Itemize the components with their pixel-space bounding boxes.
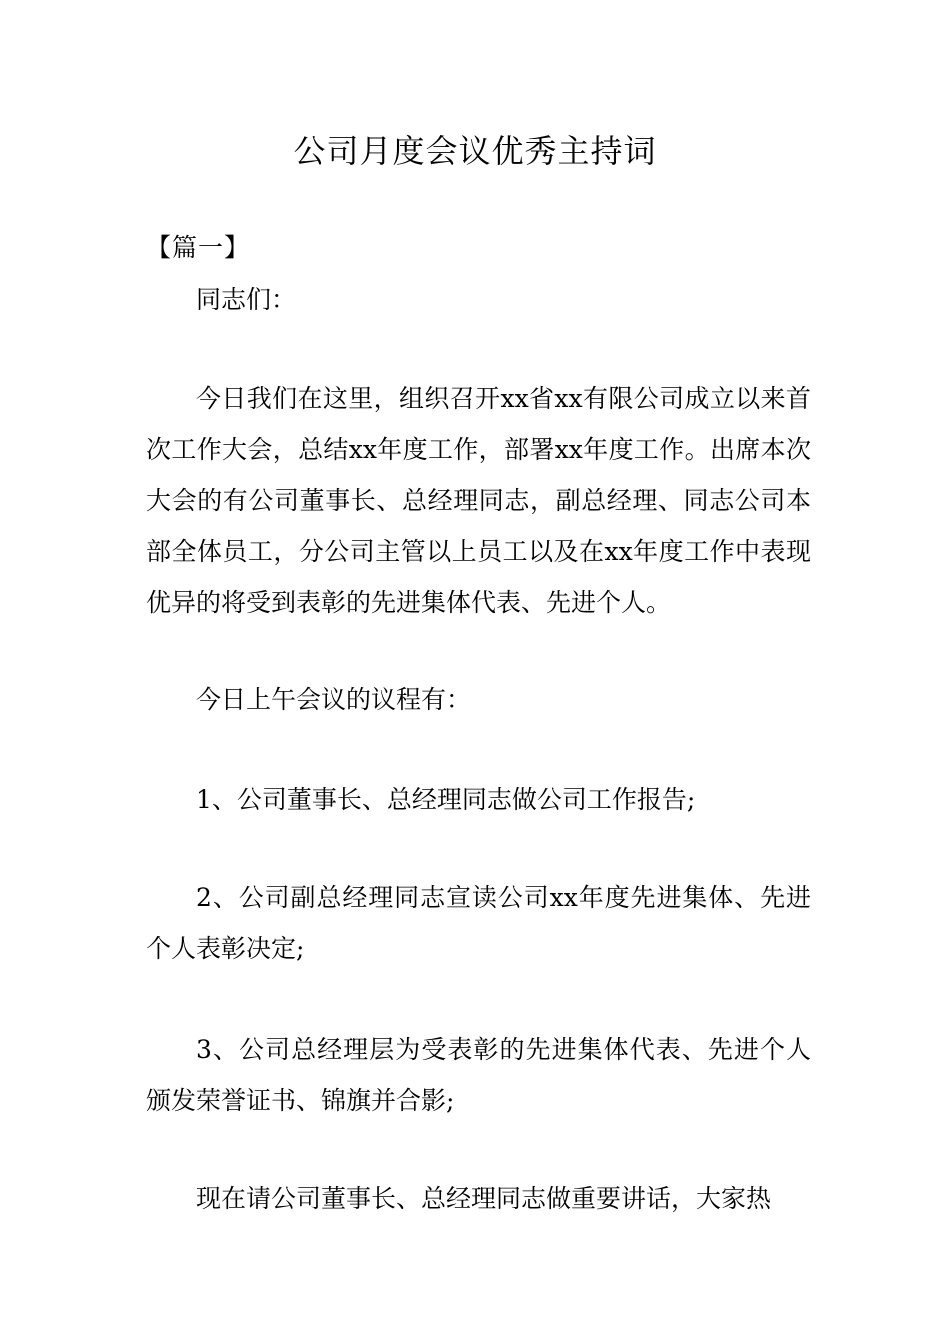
agenda-item-1: 1、公司董事长、总经理同志做公司工作报告; <box>196 785 696 814</box>
agenda-item-3: 3、公司总经理层为受表彰的先进集体代表、先进个人颁发荣誉证书、锦旗并合影; <box>146 1035 811 1115</box>
document-title: 公司月度会议优秀主持词 <box>293 132 657 170</box>
paragraph-1: 今日我们在这里，组织召开xx省xx有限公司成立以来首次工作大会，总结xx年度工作，部署xx年度工作。出席本次大会的有公司董事长、总经理同志，副总经理、同志公司本部全体员工，分公司主管以上员工以及在xx年度工作中表现优异的将受到表彰的先进集体代表、先进个人。 <box>146 384 811 617</box>
paragraph-2: 今日上午会议的议程有： <box>196 685 472 714</box>
salutation: 同志们： <box>196 285 297 314</box>
agenda-item-2: 2、公司副总经理同志宣读公司xx年度先进集体、先进个人表彰决定; <box>146 883 811 963</box>
section-heading: 【篇一】 <box>146 233 251 262</box>
paragraph-closing: 现在请公司董事长、总经理同志做重要讲话，大家热 <box>196 1184 772 1213</box>
